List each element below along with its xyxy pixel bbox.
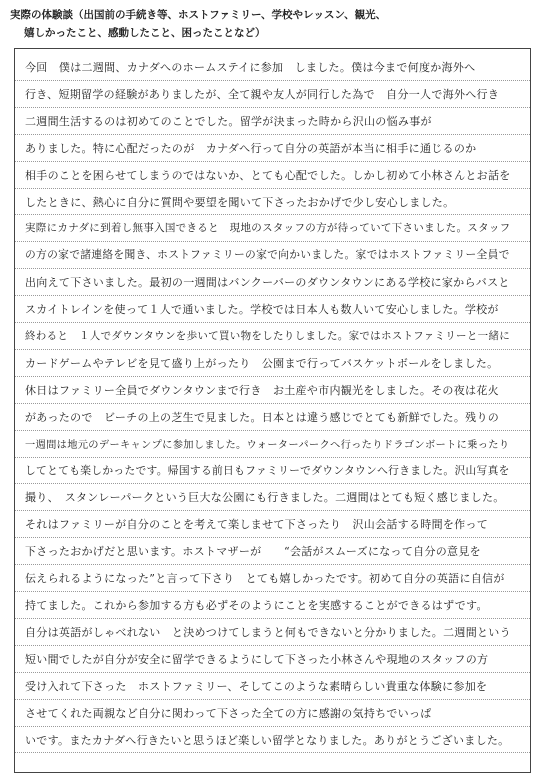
ruled-line xyxy=(15,726,530,727)
ruled-line xyxy=(15,457,530,458)
essay-line: 相手のことを困らせてしまうのではないか、とても心配でした。しかし初めて小林さんとお話を xyxy=(25,168,511,182)
essay-line: の方の家で諸連絡を聞き、ホストファミリーの家で向かいました。家ではホストファミリー全員で xyxy=(25,248,510,262)
ruled-line xyxy=(15,80,530,81)
essay-line: があったので ビーチの上の芝生で見ました。日本とは違う感じでとても新鮮でした。残りの xyxy=(25,410,500,424)
essay-line: 自分は英語がしゃべれない と決めつけてしまうと何もできないと分かりました。二週間という xyxy=(25,625,511,639)
ruled-line xyxy=(15,591,530,592)
ruled-line xyxy=(15,134,530,135)
essay-line: 二週間生活するのは初めてのことでした。留学が決まった時から沢山の悩み事が xyxy=(25,114,432,128)
ruled-line xyxy=(15,241,530,242)
ruled-line xyxy=(15,510,530,511)
essay-line: カードゲームやテレビを見て盛り上がったり 公園まで行ってバスケットボールをしました。 xyxy=(25,356,499,370)
ruled-line xyxy=(15,645,530,646)
ruled-line xyxy=(15,322,530,323)
essay-line: したときに、熱心に自分に質問や要望を聞いて下さったおかげで少し安心しました。 xyxy=(25,195,455,209)
essay-line: させてくれた両親など自分に関わって下さった全ての方に感謝の気持ちでいっぱ xyxy=(25,706,432,720)
ruled-line xyxy=(15,564,530,565)
essay-line: ありました。特に心配だったのが カナダへ行って自分の英語が本当に相手に通じるのか xyxy=(25,141,477,155)
ruled-line xyxy=(15,161,530,162)
ruled-line xyxy=(15,376,530,377)
ruled-line xyxy=(15,268,530,269)
form-question-header xyxy=(10,6,535,42)
ruled-line xyxy=(15,214,530,215)
essay-line: 伝えられるようになった”と言って下さり とても嬉しかったです。初めて自分の英語に自信が xyxy=(25,572,505,586)
ruled-line xyxy=(15,403,530,404)
essay-line: 今回 僕は二週間、カナダへのホームステイに参加 しました。僕は今まで何度か海外へ xyxy=(25,61,476,74)
essay-line: 短い間でしたが自分が安全に留学できるようにして下さった小林さんや現地のスタッフの方 xyxy=(25,652,489,666)
header-line-2: 嬉しかったこと、感動したこと、困ったことなど） xyxy=(24,27,266,39)
essay-line: スカイトレインを使って１人で通いました。学校では日本人も数人いて安心しました。学校が xyxy=(25,303,499,317)
ruled-line xyxy=(15,752,530,753)
essay-line: 下さったおかげだと思います。ホストマザーが “会話がスムーズになって自分の意見を xyxy=(25,545,481,559)
ruled-line xyxy=(15,537,530,538)
essay-line: 行き、短期留学の経験がありましたが、全て親や友人が同行した為で 自分一人で海外へ行き xyxy=(25,87,500,101)
ruled-line xyxy=(15,107,530,108)
ruled-line xyxy=(15,483,530,484)
ruled-line xyxy=(15,699,530,700)
essay-line: 受け入れて下さった ホストファミリー、そしてこのような素晴らしい貴重な体験に参加を xyxy=(25,679,488,693)
ruled-line xyxy=(15,430,530,431)
ruled-line xyxy=(15,349,530,350)
ruled-line xyxy=(15,188,530,189)
essay-line: 撮り、 スタンレーパークという巨大な公園にも行きました。二週間はとても短く感じました。 xyxy=(25,491,505,505)
essay-line: 実際にカナダに到着し無事入国できると 現地のスタッフの方が待っていて下さいました。スタッフ xyxy=(25,222,511,235)
ruled-line xyxy=(15,618,530,619)
essay-line: いです。またカナダへ行きたいと思うほど楽しい留学となりました。ありがとうございました。 xyxy=(25,733,510,747)
essay-line: してとても楽しかったです。帰国する前日もファミリーでダウンタウンへ行きました。沢山写真を xyxy=(25,463,510,477)
header-line-1: 実際の体験談（出国前の手続き等、ホストファミリー、学校やレッスン、観光、 xyxy=(10,9,387,21)
essay-line: 出向えて下さいました。最初の一週間はバンクーバーのダウンタウンにある学校に家からバスと xyxy=(25,276,510,290)
essay-sheet xyxy=(14,48,531,773)
essay-line: 休日はファミリー全員でダウンタウンまで行き お土産や市内観光をしました。その夜は花火 xyxy=(25,383,499,397)
essay-line: 終わると １人でダウンタウンを歩いて買い物をしたりしました。家ではホストファミリーと一緒に xyxy=(25,330,511,342)
essay-line: 持てました。これから参加する方も必ずそのようにことを実感することができるはずです。 xyxy=(25,599,488,612)
ruled-line xyxy=(15,295,530,296)
essay-line: 一週間は地元のデーキャンプに参加しました。ウォーターパークへ行ったりドラゴンボートに乗ったり xyxy=(25,438,510,451)
essay-line: それはファミリーが自分のことを考えて楽しませて下さったり 沢山会話する時間を作って xyxy=(25,518,489,532)
ruled-line xyxy=(15,672,530,673)
